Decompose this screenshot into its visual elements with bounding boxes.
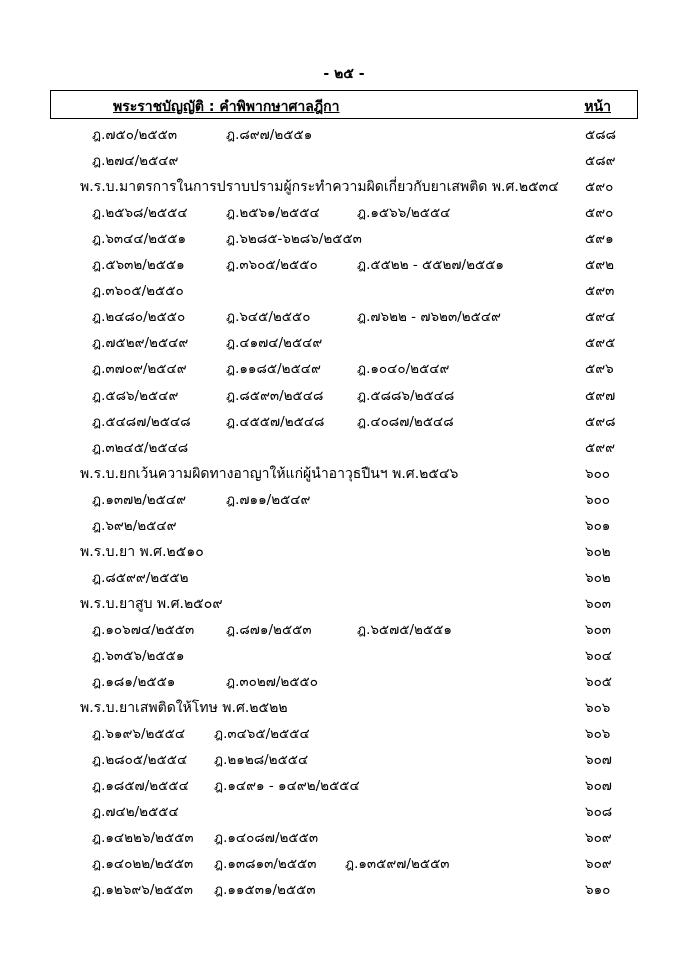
- case-row: [0, 358, 688, 380]
- case-row: [0, 515, 688, 537]
- case-reference: ฎ.๑๕๖๖/๒๕๕๔: [357, 205, 451, 222]
- act-title: พ.ร.บ.ยกเว้นความผิดทางอาญาให้แก่ผู้นำอาวุธปืนฯ พ.ศ.๒๕๔๖: [80, 465, 459, 482]
- case-row: [0, 150, 688, 172]
- case-reference: ฎ.๕๕๒๒ - ๕๕๒๗/๒๕๕๑: [357, 257, 504, 274]
- page-reference: ๕๙๘: [585, 413, 616, 430]
- case-reference: ฎ.๑๓๘๑๓/๒๕๕๓: [214, 856, 317, 873]
- act-heading-row: [0, 593, 688, 615]
- page-reference: ๖๐๙: [585, 830, 612, 847]
- case-reference: ฎ.๓๖๐๕/๒๕๕๐: [92, 283, 184, 300]
- case-row: [0, 749, 688, 771]
- case-row: [0, 827, 688, 849]
- case-reference: ฎ.๑๐๖๗๔/๒๕๕๓: [92, 621, 195, 638]
- case-row: [0, 202, 688, 224]
- case-reference: ฎ.๑๑๘๕/๒๕๔๙: [226, 361, 321, 378]
- case-row: [0, 437, 688, 459]
- case-reference: ฎ.๑๔๐๒๒/๒๕๕๓: [92, 856, 194, 873]
- case-reference: ฎ.๒๔๘๐/๒๕๕๐: [92, 309, 186, 326]
- page-reference: ๖๐๒: [585, 543, 611, 560]
- page-reference: ๖๐๖: [585, 700, 611, 717]
- case-reference: ฎ.๑๔๐๘๗/๒๕๕๓: [214, 830, 319, 847]
- case-reference: ฎ.๑๑๕๓๑/๒๕๕๓: [214, 882, 316, 899]
- case-reference: ฎ.๓๗๐๙/๒๕๔๙: [92, 361, 187, 378]
- case-reference: ฎ.๑๓๕๙๗/๒๕๕๓: [345, 856, 450, 873]
- case-reference: ฎ.๘๗๑/๒๕๕๓: [226, 621, 312, 638]
- page-reference: ๕๘๘: [585, 127, 617, 143]
- act-heading-row: [0, 697, 688, 719]
- page-reference: ๕๙๗: [585, 387, 616, 404]
- case-reference: ฎ.๓๔๖๕/๒๕๕๔: [214, 726, 310, 743]
- page-reference: ๖๐๖: [585, 726, 611, 743]
- case-row: [0, 411, 688, 433]
- page-reference: ๖๐๙: [585, 856, 612, 873]
- case-reference: ฎ.๒๗๔/๒๕๔๙: [92, 153, 179, 170]
- case-row: [0, 332, 688, 354]
- case-reference: ฎ.๗๑๑/๒๕๔๙: [226, 491, 311, 508]
- act-heading-row: [0, 541, 688, 563]
- case-reference: ฎ.๓๐๒๗/๒๕๕๐: [226, 674, 318, 691]
- page-reference: ๖๐๘: [585, 804, 613, 821]
- case-reference: ฎ.๕๘๘๖/๒๕๔๘: [357, 387, 455, 404]
- case-reference: ฎ.๖๕๗๕/๒๕๕๑: [357, 621, 452, 638]
- page-reference: ๕๙๕: [585, 335, 616, 352]
- case-row: [0, 853, 688, 875]
- case-row: [0, 645, 688, 667]
- case-reference: ฎ.๒๑๒๘/๒๕๕๔: [214, 752, 309, 769]
- page-reference: ๕๙๔: [585, 309, 616, 326]
- page-reference: ๖๐๓: [585, 595, 612, 612]
- case-row: [0, 489, 688, 511]
- act-title: พ.ร.บ.ยาเสพติดให้โทษ พ.ศ.๒๕๒๒: [80, 700, 288, 717]
- case-reference: ฎ.๗๕๐/๒๕๕๓: [92, 127, 178, 143]
- case-reference: ฎ.๑๐๔๐/๒๕๔๙: [357, 361, 450, 378]
- case-reference: ฎ.๘๙๗/๒๕๕๑: [226, 127, 313, 143]
- page-reference: ๖๐๐: [585, 465, 611, 482]
- case-reference: ฎ.๓๖๐๕/๒๕๕๐: [226, 257, 318, 274]
- case-reference: ฎ.๒๕๖๘/๒๕๕๔: [92, 205, 188, 222]
- act-title: พ.ร.บ.ยาสูบ พ.ศ.๒๕๐๙: [80, 595, 223, 612]
- case-reference: ฎ.๘๕๙๓/๒๕๔๘: [226, 387, 324, 404]
- case-reference: ฎ.๖๔๕/๒๕๕๐: [226, 309, 311, 326]
- page-number: - ๒๕ -: [323, 66, 365, 82]
- case-row: [0, 280, 688, 302]
- page-reference: ๖๑๐: [585, 882, 611, 899]
- header-page-label: หน้า: [584, 99, 611, 115]
- page-reference: ๕๘๙: [585, 153, 616, 170]
- case-row: [0, 228, 688, 250]
- case-reference: ฎ.๖๙๒/๒๕๔๙: [92, 517, 177, 534]
- page-reference: ๕๙๑: [585, 231, 614, 248]
- case-row: [0, 879, 688, 901]
- case-reference: ฎ.๒๕๖๑/๒๕๕๔: [226, 205, 320, 222]
- case-row: [0, 306, 688, 328]
- page-reference: ๕๙๓: [585, 283, 615, 300]
- case-reference: ฎ.๗๖๒๒ - ๗๖๒๓/๒๕๔๙: [357, 309, 501, 326]
- act-title: พ.ร.บ.ยา พ.ศ.๒๕๑๐: [80, 543, 204, 560]
- case-row: [0, 801, 688, 823]
- page-reference: ๖๐๔: [585, 648, 613, 664]
- case-reference: ฎ.๑๘๑/๒๕๕๑: [92, 674, 176, 691]
- page-reference: ๕๙๙: [585, 439, 615, 456]
- case-reference: ฎ.๑๓๗๒/๒๕๔๙: [92, 491, 186, 508]
- case-row: [0, 671, 688, 693]
- page-reference: ๖๐๗: [585, 778, 612, 795]
- case-reference: ฎ.๖๓๔๔/๒๕๕๑: [92, 231, 187, 248]
- case-reference: ฎ.๑๔๙๑ - ๑๔๙๒/๒๕๕๔: [214, 778, 360, 795]
- case-row: [0, 723, 688, 745]
- case-row: [0, 254, 688, 276]
- case-reference: ฎ.๕๔๘๗/๒๕๔๘: [92, 413, 191, 430]
- case-row: [0, 385, 688, 407]
- case-reference: ฎ.๕๖๓๒/๒๕๕๑: [92, 257, 185, 274]
- case-reference: ฎ.๕๘๖/๒๕๔๙: [92, 387, 179, 404]
- case-reference: ฎ.๑๔๒๒๖/๒๕๕๓: [92, 830, 194, 847]
- act-title: พ.ร.บ.มาตรการในการปราบปรามผู้กระทำความผิดเกี่ยวกับยาเสพติด พ.ศ.๒๕๓๔: [80, 179, 559, 196]
- page-reference: ๖๐๓: [585, 621, 612, 638]
- page-reference: ๖๐๗: [585, 752, 612, 769]
- case-reference: ฎ.๖๓๕๖/๒๕๕๑: [92, 648, 185, 664]
- case-reference: ฎ.๔๐๘๗/๒๕๔๘: [357, 413, 454, 430]
- act-heading-row: [0, 176, 688, 198]
- case-row: [0, 619, 688, 641]
- case-row: [0, 124, 688, 146]
- case-reference: ฎ.๒๘๐๕/๒๕๕๔: [92, 752, 188, 769]
- case-reference: ฎ.๑๒๖๙๖/๒๕๕๓: [92, 882, 193, 899]
- case-reference: ฎ.๗๔๒/๒๕๕๔: [92, 804, 179, 821]
- page-reference: ๕๙๐: [585, 205, 614, 222]
- header-title: พระราชบัญญัติ : คำพิพากษาศาลฎีกา: [113, 99, 340, 115]
- case-reference: ฎ.๓๒๔๕/๒๕๔๘: [92, 439, 189, 456]
- case-row: [0, 567, 688, 589]
- page-reference: ๖๐๒: [585, 569, 611, 586]
- page-reference: ๖๐๑: [585, 517, 611, 534]
- case-reference: ฎ.๑๘๕๗/๒๕๕๔: [92, 778, 189, 795]
- case-reference: ฎ.๗๕๒๙/๒๕๔๙: [92, 335, 189, 352]
- index-header: [50, 90, 638, 119]
- case-row: [0, 775, 688, 797]
- case-reference: ฎ.๖๑๙๖/๒๕๕๔: [92, 726, 186, 743]
- case-reference: ฎ.๔๕๕๗/๒๕๔๘: [226, 413, 325, 430]
- case-reference: ฎ.๖๒๘๕-๖๒๘๖/๒๕๕๓: [226, 231, 362, 248]
- page-reference: ๕๙๒: [585, 257, 615, 274]
- page-reference: ๖๐๐: [585, 491, 611, 508]
- act-heading-row: [0, 463, 688, 485]
- page-reference: ๕๙๖: [585, 361, 614, 378]
- page-reference: ๕๙๐: [585, 179, 614, 196]
- case-reference: ฎ.๔๑๗๔/๒๕๔๙: [226, 335, 323, 352]
- page-reference: ๖๐๕: [585, 674, 613, 691]
- case-reference: ฎ.๘๕๙๙/๒๕๕๒: [92, 569, 189, 586]
